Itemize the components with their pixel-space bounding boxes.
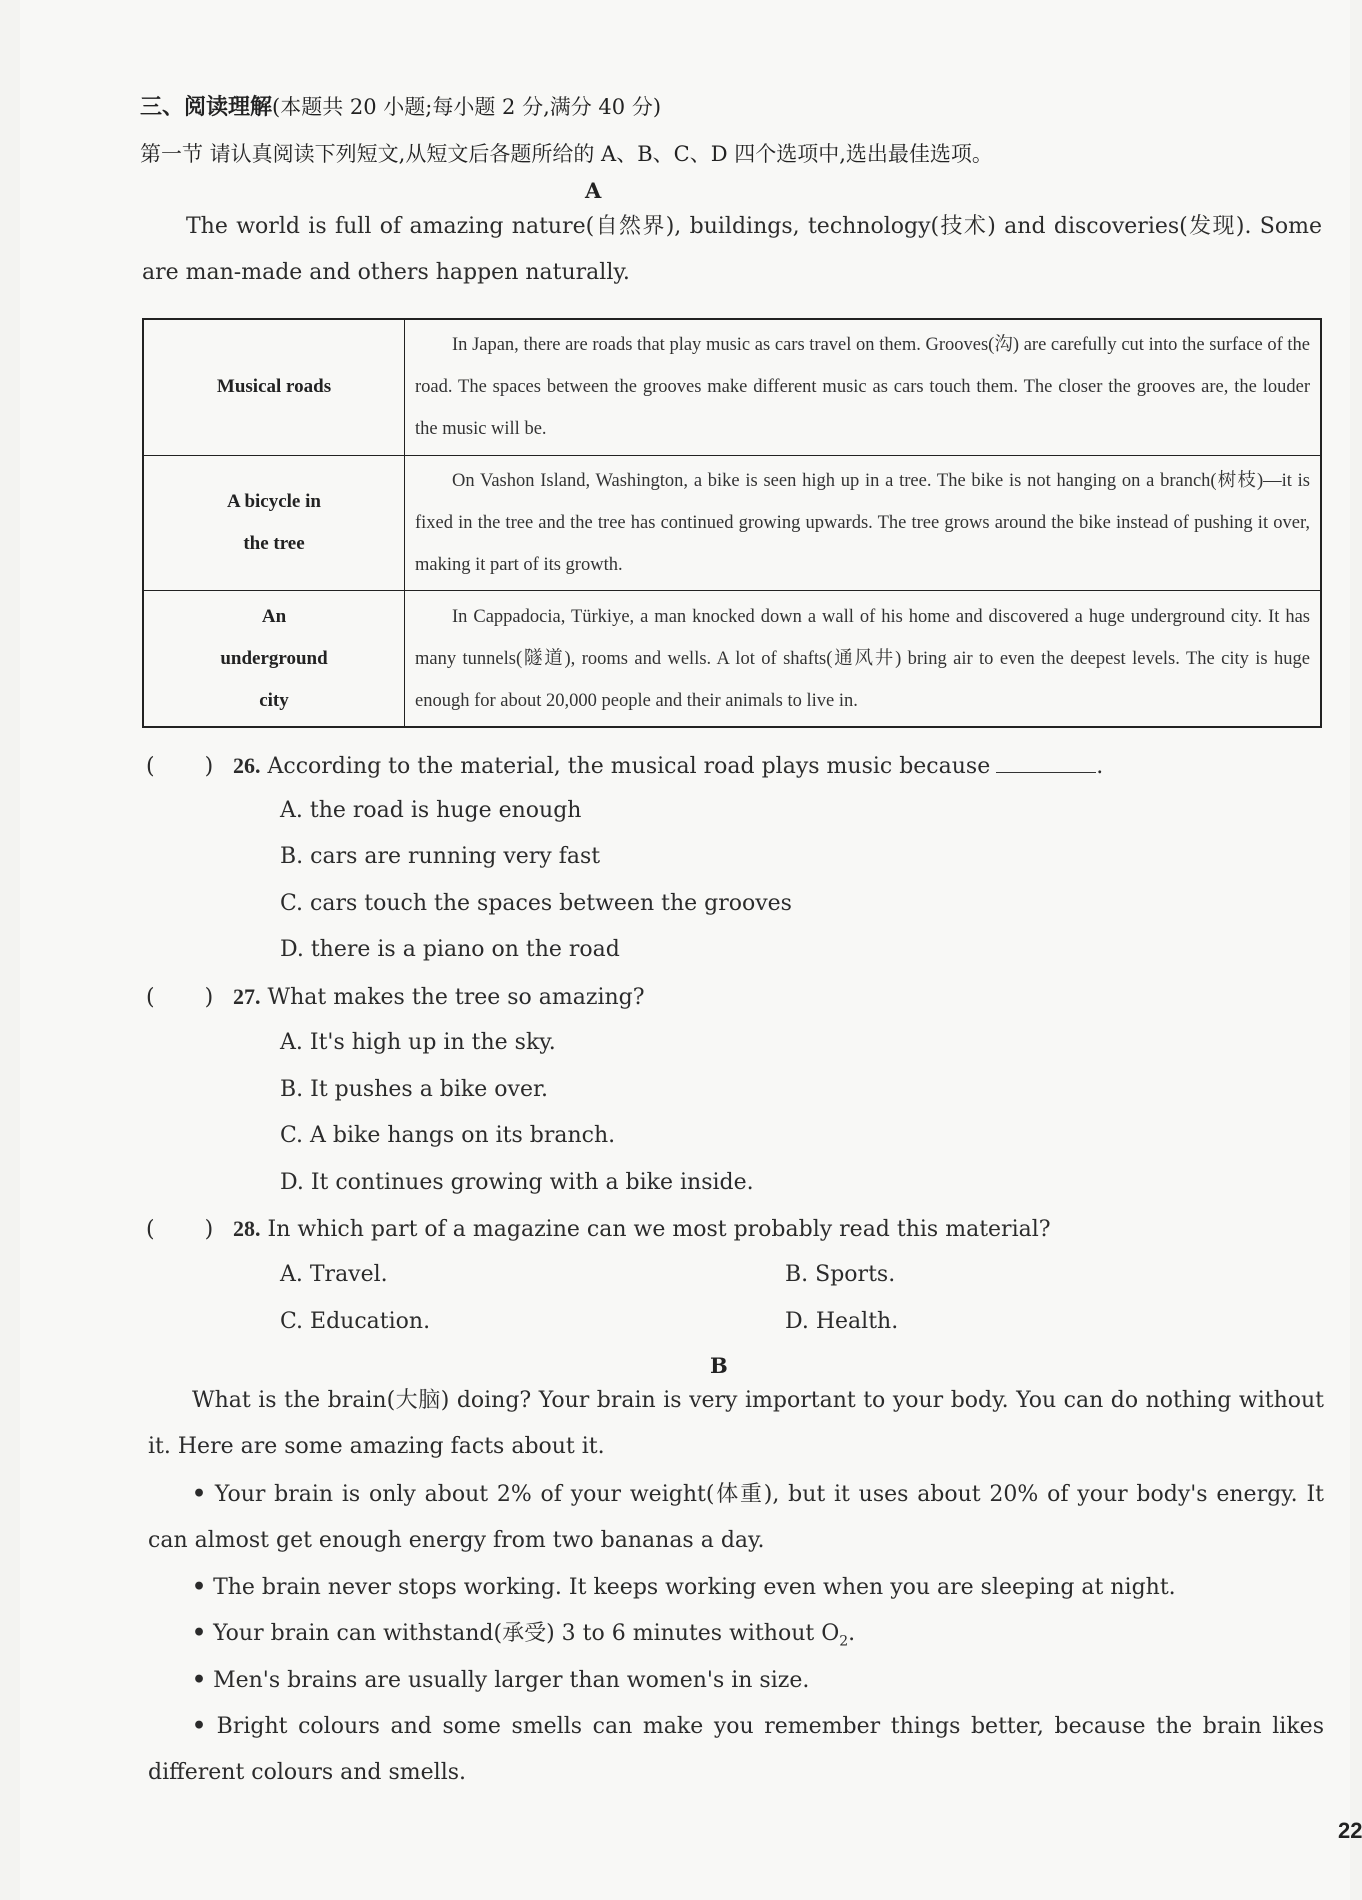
section-heading [140, 90, 661, 121]
fact-bullet-4: • Men's brains are usually larger than women's in size. [192, 1667, 810, 1693]
facts-table [142, 318, 1322, 728]
fact-bullet-5: • Bright colours and some smells can make you remember things better, because the brain likes different colours and smells. [148, 1713, 1324, 1785]
passage-a-label: A [585, 178, 602, 203]
score-note: (本题共 20 小题;每小题 2 分,满分 40 分) [272, 95, 662, 119]
option-28-a: A. Travel. [280, 1262, 388, 1287]
row-label-bicycle: A bicycle in the tree [143, 455, 405, 591]
option-28-d: D. Health. [785, 1309, 899, 1334]
option-28-b: B. Sports. [785, 1262, 896, 1287]
table-row [143, 319, 1321, 455]
row-label-musical-roads: Musical roads [143, 319, 405, 455]
option-26-c: C. cars touch the spaces between the grooves [280, 891, 792, 916]
question-26: ( ) 26. According to the material, the musical road plays music because . [146, 753, 1104, 779]
question-stem: In which part of a magazine can we most probably read this material? [267, 1217, 1051, 1242]
option-26-b: B. cars are running very fast [280, 844, 601, 869]
passage-b-label: B [710, 1353, 728, 1378]
row-text-underground-city: In Cappadocia, Türkiye, a man knocked down a wall of his home and discovered a huge underground city. It has many tunnels(隧道), rooms and wells. A lot of shafts(通风井) bring air to even the deepest levels. The city is huge enough for about 20,000 people and their animals to live in. [405, 591, 1322, 727]
option-27-a: A. It's high up in the sky. [280, 1030, 556, 1055]
answer-paren: ( ) [146, 754, 214, 779]
question-number: 28. [233, 1216, 261, 1241]
question-number: 27. [233, 984, 261, 1009]
answer-paren: ( ) [146, 985, 214, 1010]
option-27-d: D. It continues growing with a bike inside. [280, 1170, 754, 1195]
row-text-musical-roads: In Japan, there are roads that play music as cars travel on them. Grooves(沟) are carefully cut into the surface of the road. The spaces between the grooves make different music as cars touch them. The closer the grooves are, the louder the music will be. [405, 319, 1322, 455]
page-number: 22 [1338, 1818, 1362, 1843]
passage-b-intro: What is the brain(大脑) doing? Your brain is very important to your body. You can do nothing without it. Here are some amazing facts about it. [148, 1388, 1324, 1459]
row-text-bicycle: On Vashon Island, Washington, a bike is seen high up in a tree. The bike is not hanging on a branch(树枝)—it is fixed in the tree and the tree has continued growing upwards. The tree grows around the bike instead of pushing it over, making it part of its growth. [405, 455, 1322, 591]
table-row [143, 591, 1321, 727]
option-28-c: C. Education. [280, 1309, 431, 1334]
option-26-a: A. the road is huge enough [280, 798, 582, 823]
option-26-d: D. there is a piano on the road [280, 937, 620, 962]
question-27 [146, 984, 645, 1010]
exam-page [20, 0, 1362, 1900]
fact-bullet-1: • Your brain is only about 2% of your weight(体重), but it uses about 20% of your body's energy. It can almost get enough energy from two bananas a day. [148, 1481, 1324, 1553]
row-label-underground-city: An underground city [143, 591, 405, 727]
answer-blank [996, 752, 1096, 773]
option-27-b: B. It pushes a bike over. [280, 1077, 549, 1102]
passage-a-intro: The world is full of amazing nature(自然界), buildings, technology(技术) and discoveries(发现). Some are man-made and others happen naturally. [142, 214, 1322, 285]
section-title: 三、阅读理解 [140, 94, 273, 120]
question-28 [146, 1216, 1051, 1242]
answer-paren: ( ) [146, 1217, 214, 1242]
question-number: 26. [233, 753, 261, 778]
table-row [143, 455, 1321, 591]
fact-bullet-2: • The brain never stops working. It keeps working even when you are sleeping at night. [192, 1574, 1176, 1600]
section-instruction: 第一节 请认真阅读下列短文,从短文后各题所给的 A、B、C、D 四个选项中,选出最佳选项。 [140, 142, 993, 166]
question-stem: According to the material, the musical road plays music because [267, 754, 991, 779]
question-stem: What makes the tree so amazing? [267, 985, 645, 1010]
option-27-c: C. A bike hangs on its branch. [280, 1123, 616, 1148]
fact-bullet-3: • Your brain can withstand(承受) 3 to 6 minutes without $O_2$. [192, 1620, 856, 1650]
